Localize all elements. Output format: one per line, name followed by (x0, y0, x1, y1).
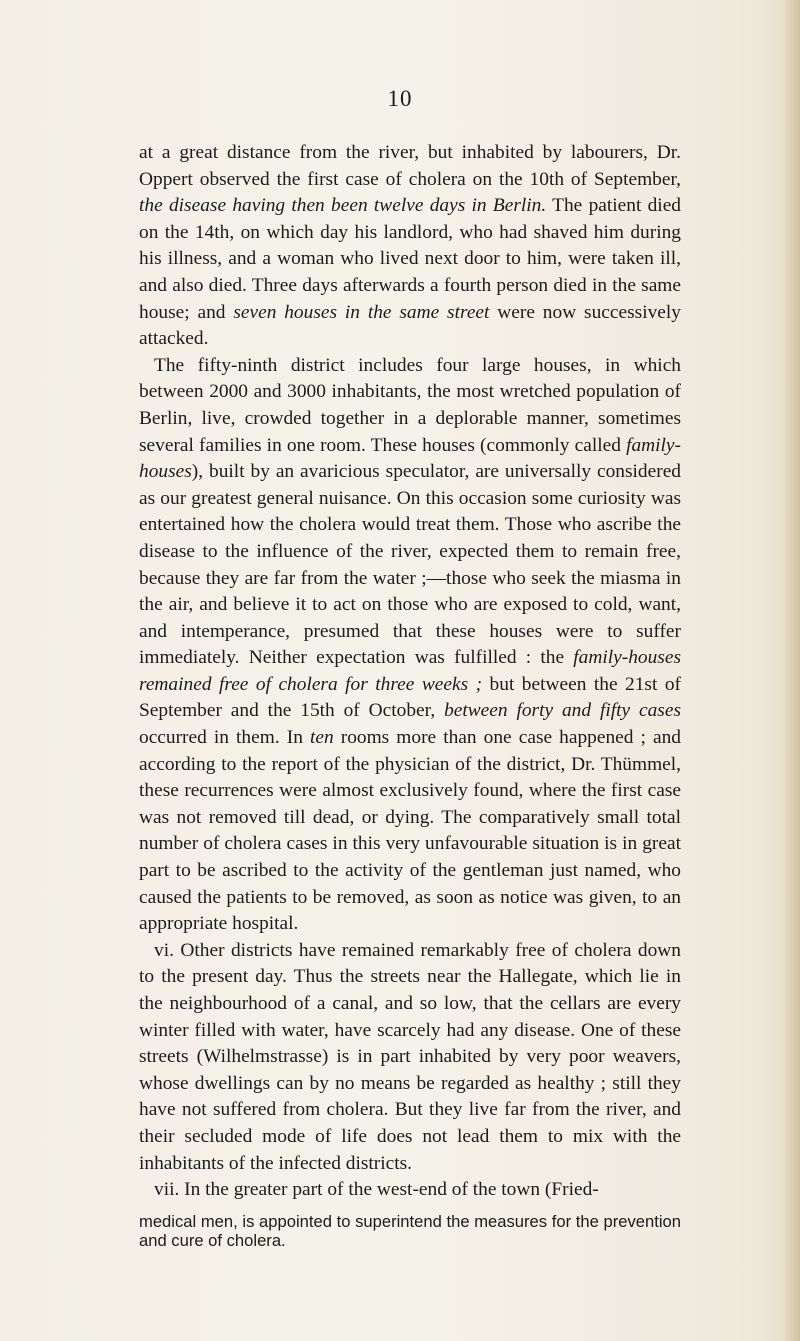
footnote-text: medical men, is appointed to superintend the measures for the prevention and cure of cholera. (139, 1212, 681, 1250)
text-span: ), built by an avaricious speculator, are universally considered as our greatest general nuisance. On this occasion some curiosity was entertained how the cholera would treat them. Those who ascribe the disease to the influence of the river, expected them to remain free, because they are far from the water ;—those who seek the miasma in the air, and believe it to act on those who are exposed to cold, want, and intemperance, presumed that these houses were to suffer immediately. Neither expectation was fulfilled : the (139, 461, 681, 669)
text-span: but between the 21st of September and the 15th of October, (139, 673, 681, 722)
italic-span: ten (309, 727, 334, 749)
italic-span: the disease having then been twelve days in Berlin. (139, 195, 547, 217)
text-span: vii. In the greater part of the west-end of the town (Fried- (154, 1179, 599, 1201)
italic-span: seven houses in the same street (233, 301, 490, 323)
page-number: 10 (387, 86, 413, 111)
text-span: rooms more than one case happened ; and according to the report of the physician of the district, Dr. Thümmel, these recurrences were almost exclusively found, where the first case was not removed till dead, or dying. The comparatively small total number of cholera cases in this very unfavourable situation is in great part to be ascribed to the activity of the gentleman just named, who caused the patients to be removed, as soon as notice was given, to an appropriate hospital. (139, 727, 681, 935)
text-span: The patient died on the 14th, on which day his landlord, who had shaved him during his illness, and a woman who lived next door to him, were taken ill, and also died. Three days afterwards a fourth person died in the same house; and (139, 195, 681, 323)
footnote (139, 1212, 681, 1250)
page-edge-shadow (782, 0, 800, 1341)
italic-span: family-houses (139, 434, 681, 483)
paragraph (139, 140, 681, 353)
paragraph (139, 938, 681, 1177)
paragraph (139, 353, 681, 938)
text-span: vi. Other districts have remained remarkably free of cholera down to the present day. Thus the streets near the Hallegate, which lie in the neighbourhood of a canal, and so low, that the cellars are every winter filled with water, have scarcely had any disease. One of these streets (Wilhelmstrasse) is in part inhabited by very poor weavers, whose dwellings can by no means be regarded as healthy ; still they have not suffered from cholera. But they live far from the river, and their secluded mode of life does not lead them to mix with the inhabitants of the infected districts. (139, 939, 681, 1174)
text-span: The fifty-ninth district includes four large houses, in which between 2000 and 3000 inhabitants, the most wretched population of Berlin, live, crowded together in a deplorable manner, sometimes several families in one room. These houses (commonly called (139, 354, 681, 456)
text-span: at a great distance from the river, but inhabited by labourers, Dr. Oppert observed the first case of cholera on the 10th of September, (139, 142, 681, 190)
text-span: occurred in them. In (139, 727, 310, 749)
body-text (139, 140, 681, 1204)
text-span: were now successively attacked. (139, 301, 681, 350)
italic-span: between forty and fifty cases (444, 700, 681, 722)
paragraph (139, 1177, 681, 1204)
italic-span: family-houses remained free of cholera for three weeks ; (139, 647, 681, 695)
